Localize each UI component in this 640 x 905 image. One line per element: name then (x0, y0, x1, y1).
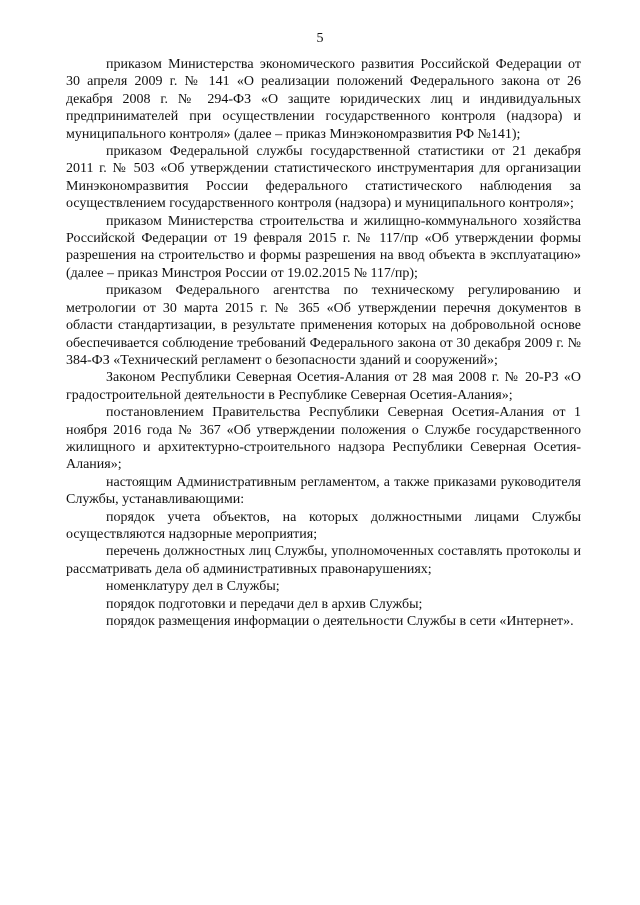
paragraph-archive-transfer: порядок подготовки и передачи дел в архив Службы; (106, 596, 423, 612)
paragraph-officials-list: перечень должностных лиц Службы, уполномоченных составлять протоколы и рассматривать дела об административных правонарушениях; (66, 544, 581, 577)
paragraph-order-minekonomrazvitiya: приказом Министерства экономического развития Российской Федерации от 30 апреля 2009 г. № 141 «О реализации положений Федерального закона от 26 декабря 2008 г. № 294-ФЗ «О защите юридических лиц и индивидуальных предпринимателей при осуществлении государственного контроля (надзора) и муниципального контроля» (далее – приказ Минэкономразвития РФ №141); (66, 57, 581, 142)
paragraph-objects-accounting: порядок учета объектов, на которых должностными лицами Службы осуществляются надзорные мероприятия; (66, 509, 581, 542)
document-body (66, 56, 581, 630)
paragraph-internet-publication: порядок размещения информации о деятельности Службы в сети «Интернет». (106, 614, 574, 629)
page-number: 5 (316, 31, 324, 46)
paragraph-administrative-regulation: настоящим Административным регламентом, а также приказами руководителя Службы, устанавливающими: (66, 474, 581, 508)
paragraph-government-resolution: постановлением Правительства Республики Северная Осетия-Алания от 1 ноября 2016 года № 367 «Об утверждении положения о Службе государственного жилищного и архитектурно-строительного надзора Республики Северная Осетия-Алания»; (66, 405, 581, 473)
paragraph-case-nomenclature: номенклатуру дел в Службы; (106, 579, 280, 595)
paragraph-republic-law: Законом Республики Северная Осетия-Алания от 28 мая 2008 г. № 20-РЗ «О градостроительной деятельности в Республике Северная Осетия-Алания»; (66, 370, 581, 403)
paragraph-order-rosstandart: приказом Федерального агентства по техническому регулированию и метрологии от 30 марта 2015 г. № 365 «Об утверждении перечня документов в области стандартизации, в результате применения которых на добровольной основе обеспечивается соблюдение требований Федерального закона от 30 декабря 2009 г. № 384-ФЗ «Технический регламент о безопасности зданий и сооружений»; (66, 283, 581, 368)
paragraph-order-rosstat: приказом Федеральной службы государственной статистики от 21 декабря 2011 г. № 503 «Об утверждении статистического инструментария для организации Минэкономразвития России федерального статистического наблюдения за осуществлением государственного контроля (надзора) и муниципального контроля»; (66, 144, 581, 212)
paragraph-order-minstroy: приказом Министерства строительства и жилищно-коммунального хозяйства Российской Федерации от 19 февраля 2015 г. № 117/пр «Об утверждении формы разрешения на строительство и формы разрешения на ввод объекта в эксплуатацию» (далее – приказ Минстроя России от 19.02.2015 № 117/пр); (66, 213, 581, 281)
